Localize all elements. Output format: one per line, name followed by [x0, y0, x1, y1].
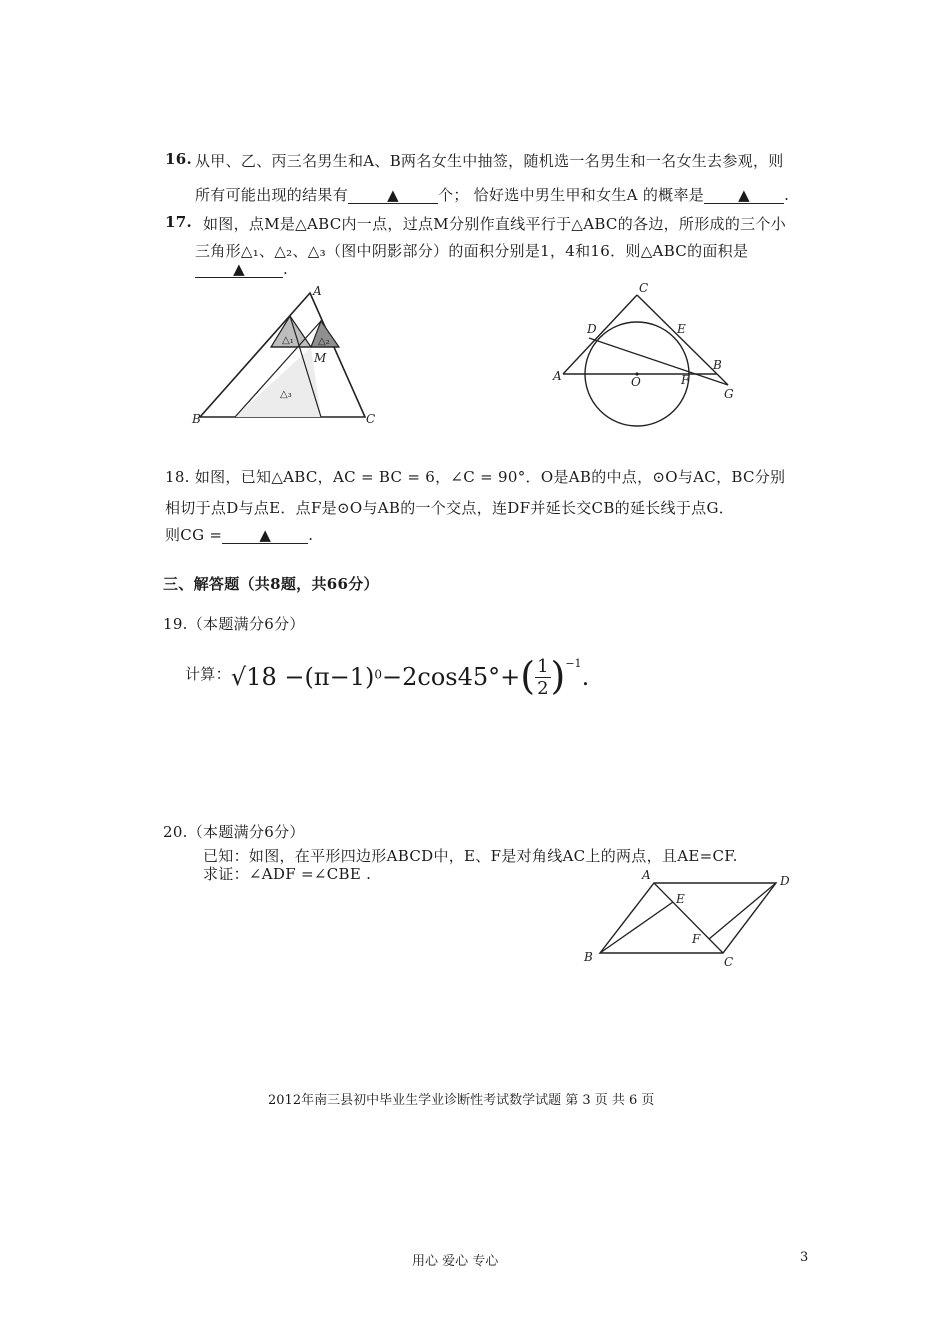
label-a: A	[553, 369, 562, 383]
q16-line1: 从甲、乙、丙三名男生和A、B两名女生中抽签，随机选一名男生和一名女生去参观，则	[195, 152, 784, 170]
label-b: B	[584, 950, 593, 964]
q17-blank: ▲	[195, 261, 283, 278]
figure-18-circle	[545, 278, 745, 428]
q17-line2: 三角形△₁、△₂、△₃（图中阴影部分）的面积分别是1，4和16．则△ABC的面积是	[195, 242, 749, 260]
label-e: E	[677, 322, 686, 336]
q16-line2: 所有可能出现的结果有 ▲ 个； 恰好选中男生甲和女生A 的概率是 ▲ .	[195, 186, 790, 204]
figure-20-parallelogram	[578, 865, 798, 975]
segment-ac	[563, 295, 637, 374]
q20-prove: 求证：∠ADF =∠CBE .	[203, 865, 372, 883]
label-c: C	[366, 412, 376, 426]
label-b: B	[713, 358, 722, 372]
shaded-triangle-3	[235, 347, 321, 417]
label-t3: △₃	[280, 389, 292, 400]
q17-number: 17.	[165, 213, 192, 231]
q17-line3: ▲ .	[195, 260, 288, 278]
label-d: D	[587, 322, 597, 336]
q19-label: 计算：	[185, 665, 231, 683]
label-a: A	[313, 285, 322, 298]
q19-exp-neg1: −1	[565, 656, 582, 670]
q16-blank-1: ▲	[348, 187, 438, 204]
segment-dg	[589, 338, 728, 385]
label-c: C	[724, 955, 734, 969]
q16-blank-2: ▲	[704, 187, 784, 204]
section-3-title: 三、解答题（共8题，共66分）	[163, 575, 379, 593]
q20-given: 已知：如图，在平形四边形ABCD中，E、F是对角线AC上的两点，且AE=CF.	[203, 847, 738, 865]
label-b: B	[192, 412, 201, 426]
q20-header: 20.（本题满分6分）	[163, 823, 305, 841]
q17-line1: 如图，点M是△ABC内一点，过点M分别作直线平行于△ABC的各边，所形成的三个小	[203, 215, 787, 233]
label-c: C	[639, 281, 649, 295]
q18-line3: 则CG = ▲ .	[165, 526, 314, 544]
label-o: O	[631, 375, 641, 389]
label-g: G	[724, 387, 734, 401]
q18-blank: ▲	[222, 527, 308, 544]
q19-expr-mid: −2cos45°+	[382, 663, 521, 691]
segment-be	[600, 902, 673, 953]
q16-number: 16.	[165, 150, 192, 168]
exam-footer: 2012年南三县初中毕业生学业诊断性考试数学试题 第 3 页 共 6 页	[268, 1093, 655, 1108]
figure-17-triangle	[190, 285, 390, 430]
label-t1: △₁	[282, 335, 294, 346]
q19-fraction: $\frac{1}{2}$	[537, 656, 549, 699]
page-number: 3	[800, 1250, 809, 1265]
label-m: M	[314, 351, 327, 365]
label-e: E	[676, 892, 685, 906]
label-t2: △₂	[318, 336, 330, 347]
label-d: D	[780, 874, 790, 888]
label-a: A	[642, 868, 651, 882]
label-f: F	[681, 373, 690, 387]
label-f: F	[692, 932, 701, 946]
q18-line1: 18. 如图，已知△ABC，AC = BC = 6，∠C = 90°．O是AB的中点，⊙O与AC，BC分别	[165, 468, 786, 486]
motto-footer: 用心 爱心 专心	[412, 1254, 499, 1269]
q19-expression: 计算：$√18 -(\pi-1)^0-2\cos 45^\circ+$( $\frac{1}{2}$ )$^{-1}$.	[185, 654, 590, 699]
q19-expr-main: √18 −(π−1)	[230, 663, 375, 691]
q18-line2: 相切于点D与点E．点F是⊙O与AB的一个交点，连DF并延长交CB的延长线于点G．	[165, 499, 735, 517]
q19-header: 19.（本题满分6分）	[163, 615, 305, 633]
q19-exp-zero: 0	[374, 667, 382, 682]
segment-df	[709, 883, 776, 939]
diagonal-ac	[654, 883, 723, 953]
